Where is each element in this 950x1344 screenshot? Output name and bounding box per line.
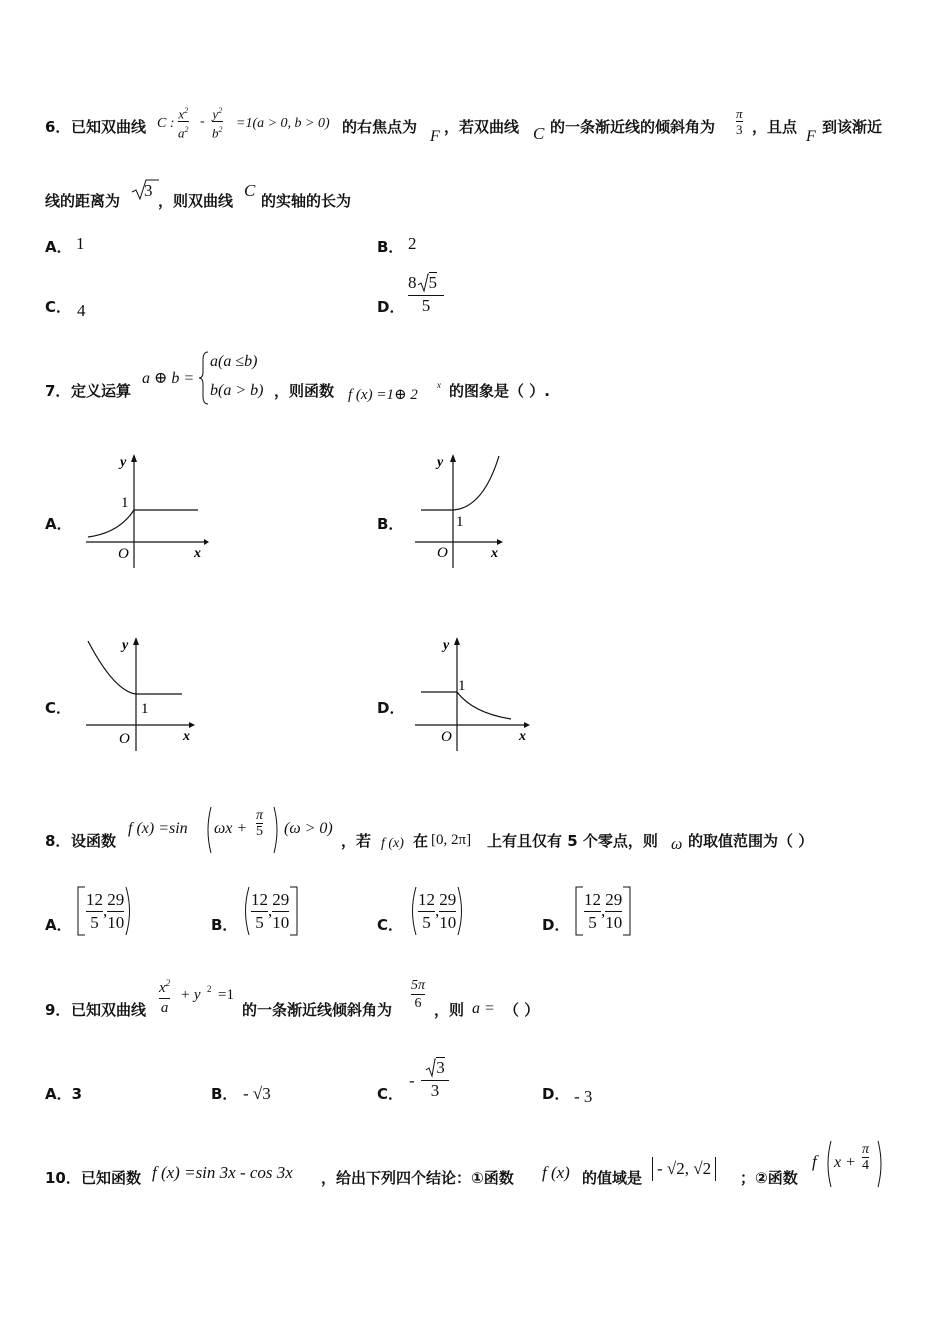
q8-option-bracket-right xyxy=(124,886,134,936)
q7-graph-a-x-label: x xyxy=(194,546,201,561)
q9-text-3: ，则 xyxy=(434,1001,465,1019)
q8-option-frac-low: 12 5 xyxy=(418,889,435,932)
q8-option-comma: , xyxy=(435,901,440,920)
q7-graph-a-origin: O xyxy=(118,546,129,562)
q8-option-bracket-left xyxy=(408,886,418,936)
q9-frac-5pi-6: 5π 6 xyxy=(411,978,426,1011)
q9-text-2: 的一条渐近线倾斜角为 xyxy=(242,1001,393,1019)
q7-graph-c-one: 1 xyxy=(141,701,149,717)
q8-omega: ω xyxy=(671,836,683,853)
q10-paren-right xyxy=(876,1140,886,1188)
q8-option-a-label[interactable]: A． xyxy=(45,916,72,934)
q7-op: a ⊕ b = xyxy=(142,370,195,387)
q6-text-3: ，若双曲线 xyxy=(444,118,520,136)
q8-option-frac-low: 12 5 xyxy=(86,889,103,932)
q7-graph-b-y-arrow-icon xyxy=(450,454,456,462)
q10-inner: x + xyxy=(834,1154,856,1171)
q7-graph-c-x-label: x xyxy=(183,729,190,744)
q10-f2: f xyxy=(812,1152,817,1171)
q7-func-sup: x xyxy=(437,380,441,390)
q7-graph-d-x-arrow-icon xyxy=(524,722,530,728)
q7-graph-c-origin: O xyxy=(119,731,130,747)
q6-eq-rest: =1(a > 0, b > 0) xyxy=(236,116,330,131)
q7-graph-a-y-label: y xyxy=(120,455,127,470)
q8-option-c-value[interactable] xyxy=(408,886,466,936)
q7-graph-b-origin: O xyxy=(437,545,448,561)
q9-rest: + y xyxy=(180,987,201,1003)
q8-option-d-value[interactable] xyxy=(574,886,632,936)
q7-graph-b-y-label: y xyxy=(437,455,444,470)
q6-frac-pi-3: π 3 xyxy=(736,106,743,137)
q9-option-c-frac[interactable]: 3 3 xyxy=(421,1057,449,1101)
q6-text-4: 的一条渐近线的倾斜角为 xyxy=(550,118,716,136)
q7-option-a-label[interactable]: A． xyxy=(45,515,72,533)
q7-graph-d-one: 1 xyxy=(458,678,466,694)
q6-frac-y2-b2: $y^2$ $b^2$ xyxy=(212,106,223,141)
q6-option-d-label[interactable]: D． xyxy=(377,298,405,316)
q7-graph-d-x-label: x xyxy=(519,729,526,744)
q7-graph-b-curve xyxy=(453,456,499,510)
q8-text-2: ，若 xyxy=(341,832,372,850)
q8-option-frac-high: 29 10 xyxy=(439,889,457,932)
q8-option-bracket-right xyxy=(289,886,299,936)
q10-paren-left xyxy=(823,1140,833,1188)
q8-option-frac-high: 29 10 xyxy=(107,889,125,932)
q8-option-c-label[interactable]: C． xyxy=(377,916,404,934)
q6-text-6: 到该渐近 xyxy=(822,118,883,136)
q6-option-b-value[interactable]: 2 xyxy=(408,234,417,253)
q9-option-b-value[interactable]: - √3 xyxy=(243,1084,271,1103)
q8-option-frac-low: 12 5 xyxy=(251,889,268,932)
q8-func: f (x) =sin xyxy=(128,820,188,837)
q8-option-a-value[interactable] xyxy=(76,886,134,936)
q7-text-3: 的图象是（ ）. xyxy=(449,382,550,400)
q8-option-bracket-left xyxy=(241,886,251,936)
q8-paren-right xyxy=(272,806,282,854)
q7-text-2: ，则函数 xyxy=(274,382,335,400)
q7-graph-c-curve xyxy=(88,641,136,694)
q6-text-9: 的实轴的长为 xyxy=(261,192,352,210)
q9-option-a-label[interactable]: A．3 xyxy=(45,1085,83,1103)
q9-option-b-label[interactable]: B． xyxy=(211,1085,238,1103)
q9-text-4: （ ） xyxy=(504,1001,540,1019)
q8-cond: (ω > 0) xyxy=(284,820,333,837)
q9-option-d-label[interactable]: D． xyxy=(542,1085,570,1103)
q6-number: 6． xyxy=(45,118,71,136)
q8-number: 8． xyxy=(45,832,71,850)
q10-text-1: 已知函数 xyxy=(81,1169,142,1187)
q9-eq1: =1 xyxy=(218,987,234,1003)
q7-graph-d-y-arrow-icon xyxy=(454,637,460,645)
q6-frac-x2-a2: $x^2$ $a^2$ xyxy=(178,106,189,141)
q8-option-b-label[interactable]: B． xyxy=(211,916,238,934)
q8-option-bracket-right xyxy=(622,886,632,936)
q9-frac-x2-a: $x^2$ a xyxy=(159,978,171,1016)
q7-func: f (x) =1⊕ 2 xyxy=(348,387,418,403)
q8-option-comma: , xyxy=(103,901,108,920)
q7-case-1: a(a ≤b) xyxy=(210,353,258,370)
q8-option-b-value[interactable] xyxy=(241,886,299,936)
q8-interval: [0, 2π] xyxy=(431,832,472,848)
q10-range: - √2, √2 xyxy=(652,1157,716,1181)
q7-option-b-label[interactable]: B． xyxy=(377,515,404,533)
q6-option-a-label[interactable]: A． xyxy=(45,238,72,256)
q7-graph-b-x-arrow-icon xyxy=(497,539,503,545)
q7-graph-b-x-label: x xyxy=(491,546,498,561)
q7-graph-a[interactable] xyxy=(84,450,209,575)
q7-case-2: b(a > b) xyxy=(210,382,264,399)
q7-graph-d[interactable] xyxy=(413,633,538,758)
q9-option-c-label[interactable]: C． xyxy=(377,1085,404,1103)
q6-C3: C xyxy=(244,181,256,200)
q6-option-c-value[interactable]: 4 xyxy=(77,301,86,320)
q7-graph-c-y-label: y xyxy=(122,638,129,653)
q7-graph-a-y-arrow-icon xyxy=(131,454,137,462)
q8-inner: ωx + xyxy=(214,820,248,837)
q10-text-4: ；②函数 xyxy=(740,1169,798,1187)
q8-paren-left xyxy=(203,806,213,854)
q8-fx: f (x) xyxy=(381,836,404,851)
q10-frac-pi-4: π 4 xyxy=(862,1142,870,1173)
q8-text-5: 的取值范围为（ ） xyxy=(688,832,814,850)
q6-text-7: 线的距离为 xyxy=(45,192,121,210)
q10-fx: f (x) xyxy=(542,1163,570,1182)
q6-option-b-label[interactable]: B． xyxy=(377,238,404,256)
q8-text-3: 在 xyxy=(413,832,429,850)
q8-text-4: 上有且仅有 5 个零点，则 xyxy=(487,832,658,850)
q7-graph-a-one: 1 xyxy=(121,495,129,511)
q8-option-frac-high: 29 10 xyxy=(272,889,290,932)
q6-sqrt3: 3 xyxy=(144,181,153,200)
q7-graph-c-x-arrow-icon xyxy=(189,722,195,728)
q9-text-1: 已知双曲线 xyxy=(71,1001,147,1019)
q8-option-comma: , xyxy=(601,901,606,920)
q8-option-bracket-left xyxy=(574,886,584,936)
q8-option-bracket-left xyxy=(76,886,86,936)
q8-option-frac-high: 29 10 xyxy=(605,889,623,932)
q10-text-2: ，给出下列四个结论：①函数 xyxy=(321,1169,514,1187)
q7-graph-d-origin: O xyxy=(441,729,452,745)
q9-option-c-minus[interactable]: - xyxy=(409,1071,415,1090)
q6-eq-C: C : xyxy=(157,116,175,131)
q6-F2: F xyxy=(806,128,816,145)
q7-option-c-label[interactable]: C． xyxy=(45,699,72,717)
q6-text-1: 已知双曲线 xyxy=(71,118,147,136)
q6-option-d-sqrt-sign xyxy=(417,273,429,293)
q6-text-2: 的右焦点为 xyxy=(342,118,418,136)
q9-option-d-value[interactable]: - 3 xyxy=(574,1087,593,1106)
q8-option-frac-low: 12 5 xyxy=(584,889,601,932)
q6-option-d-value[interactable]: 8 5 5 xyxy=(408,272,444,316)
q6-option-a-value[interactable]: 1 xyxy=(76,234,85,253)
q8-option-d-label[interactable]: D． xyxy=(542,916,570,934)
q8-text-1: 设函数 xyxy=(71,832,117,850)
q9-a-eq: a = xyxy=(472,1000,495,1017)
q7-text-1: 定义运算 xyxy=(71,382,132,400)
q10-text-3: 的值域是 xyxy=(582,1169,643,1187)
q7-graph-c[interactable] xyxy=(84,633,209,758)
q7-graph-d-curve xyxy=(457,692,511,719)
q7-graph-c-y-arrow-icon xyxy=(133,637,139,645)
q7-graph-d-y-label: y xyxy=(443,638,450,653)
q7-graph-a-curve xyxy=(88,510,134,537)
q9-option-c-sqrt-sign xyxy=(425,1058,436,1078)
q7-number: 7． xyxy=(45,382,71,400)
q6-C2: C xyxy=(533,124,545,143)
q7-graph-a-x-arrow-icon xyxy=(204,539,209,545)
q10-func: f (x) =sin 3x - cos 3x xyxy=(152,1163,293,1182)
q8-option-bracket-right xyxy=(456,886,466,936)
q9-number: 9． xyxy=(45,1001,71,1019)
q10-number: 10． xyxy=(45,1169,81,1187)
q7-graph-b[interactable] xyxy=(413,450,538,575)
q7-brace xyxy=(198,350,210,406)
q7-graph-b-one: 1 xyxy=(456,514,464,530)
q8-frac-pi-5: π 5 xyxy=(256,808,264,839)
q6-option-c-label[interactable]: C． xyxy=(45,298,72,316)
q6-text-8: ，则双曲线 xyxy=(158,192,234,210)
q6-F1: F xyxy=(430,128,440,145)
q8-option-comma: , xyxy=(268,901,273,920)
q7-option-d-label[interactable]: D． xyxy=(377,699,405,717)
q6-text-5: ，且点 xyxy=(752,118,798,136)
